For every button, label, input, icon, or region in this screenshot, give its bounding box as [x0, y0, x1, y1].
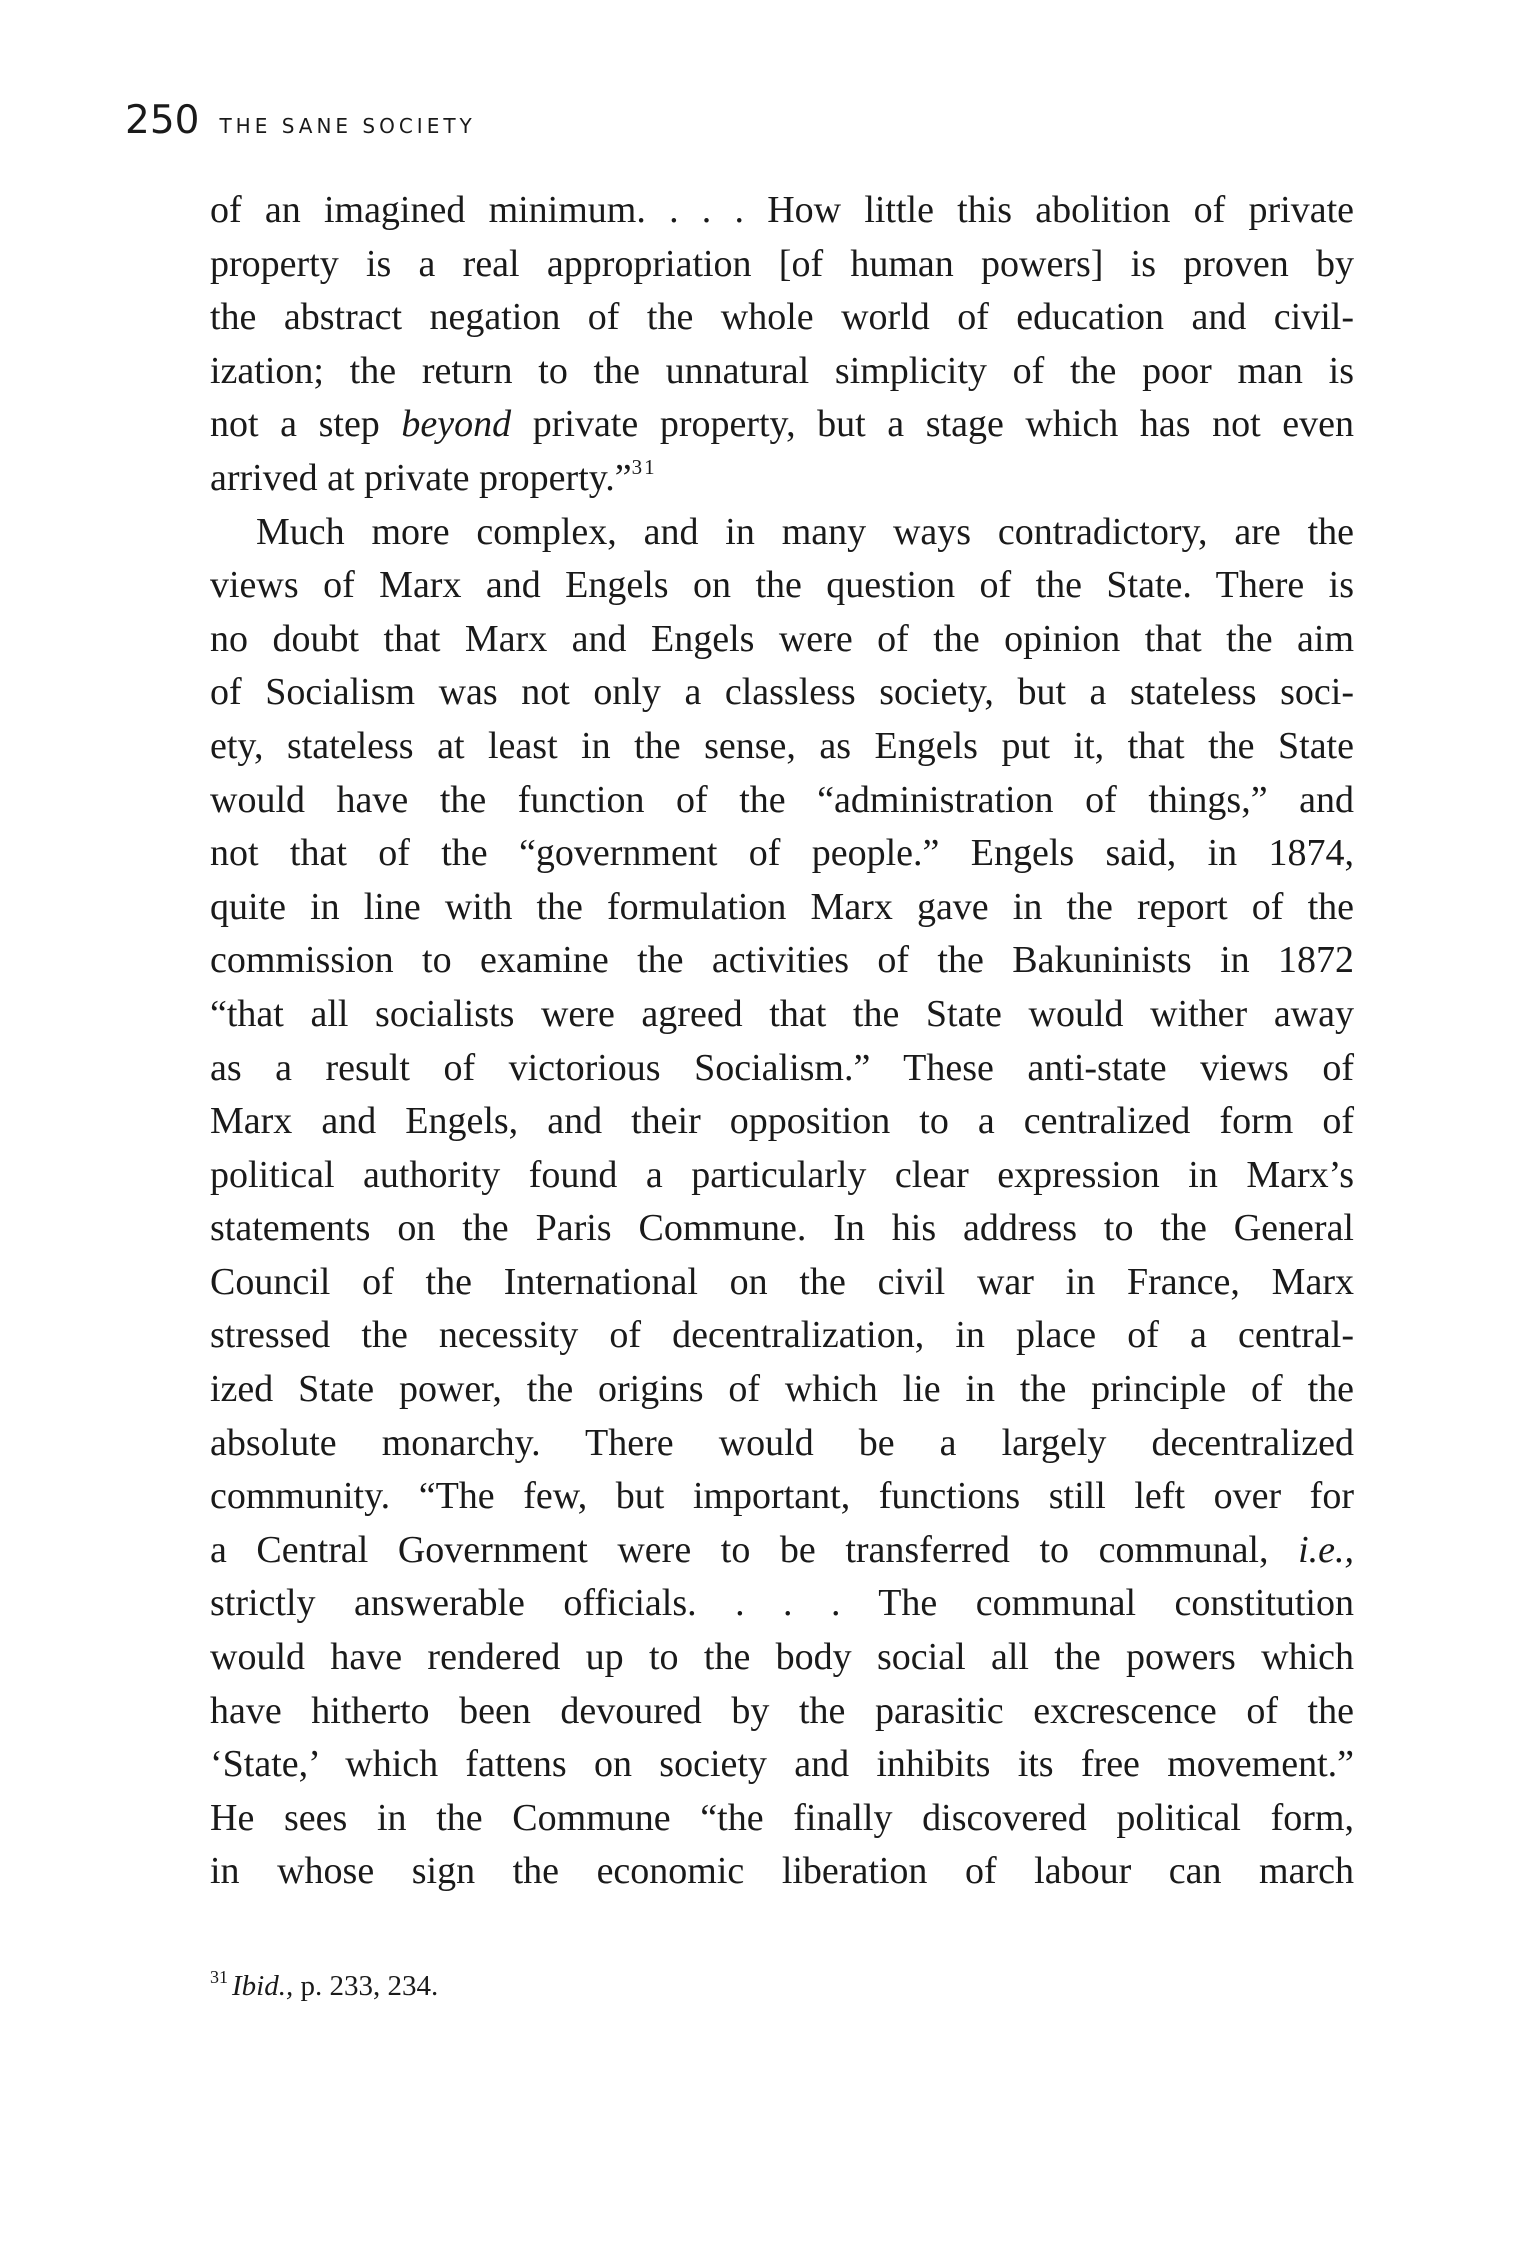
text-line: absolute monarchy. There would be a largely decentralized [210, 1421, 1354, 1464]
text-run: private property, but a stage which has not even [511, 403, 1354, 446]
footnote-marker: 31 [210, 1967, 228, 1987]
emphasis: beyond [401, 403, 512, 446]
footnote-text: p. 233, 234. [293, 1970, 439, 2002]
text-line: as a result of victorious Socialism.” These anti-state views of [210, 1046, 1354, 1089]
text-run: arrived at private property.” [210, 456, 632, 499]
text-line: statements on the Paris Commune. In his address to the General [210, 1207, 1354, 1250]
text-line [210, 452, 1354, 506]
text-line: community. “The few, but important, functions still left over for [210, 1475, 1354, 1518]
text-line: ‘State,’ which fattens on society and inhibits its free movement.” [210, 1743, 1354, 1786]
text-line: the abstract negation of the whole world of education and civil- [210, 296, 1354, 339]
text-run: a Central Government were to be transferred to communal, [210, 1528, 1299, 1571]
text-line: ization; the return to the unnatural simplicity of the poor man is [210, 349, 1354, 392]
page-number: 250 [125, 98, 200, 143]
text-line: would have the function of the “administration of things,” and [210, 778, 1354, 821]
body-text [210, 184, 1354, 1899]
text-line [210, 1524, 1354, 1578]
text-line: stressed the necessity of decentralization, in place of a central- [210, 1314, 1354, 1357]
text-line [210, 398, 1354, 452]
emphasis: i.e., [1298, 1528, 1354, 1571]
running-head [125, 98, 476, 143]
footnote-ibid: Ibid., [232, 1970, 294, 2002]
text-line: property is a real appropriation [of human powers] is proven by [210, 242, 1354, 285]
text-line: in whose sign the economic liberation of labour can march [210, 1850, 1354, 1893]
text-line: of an imagined minimum. . . . How little this abolition of private [210, 189, 1354, 231]
text-line: “that all socialists were agreed that the State would wither away [210, 992, 1354, 1035]
book-title: THE SANE SOCIETY [219, 114, 476, 138]
text-line: He sees in the Commune “the finally discovered political form, [210, 1796, 1354, 1839]
text-line: Council of the International on the civil war in France, Marx [210, 1260, 1354, 1303]
text-line: ety, stateless at least in the sense, as Engels put it, that the State [210, 724, 1354, 767]
text-line: would have rendered up to the body social all the powers which [210, 1636, 1354, 1679]
text-line: not that of the “government of people.” Engels said, in 1874, [210, 832, 1354, 875]
text-line: views of Marx and Engels on the question of the State. There is [210, 564, 1354, 607]
text-line: political authority found a particularly clear expression in Marx’s [210, 1153, 1354, 1196]
text-run: not a step [210, 403, 402, 446]
text-line: of Socialism was not only a classless society, but a stateless soci- [210, 671, 1354, 714]
paragraph-first-line: Much more complex, and in many ways contradictory, are the [256, 510, 1354, 553]
footnote [210, 1967, 439, 2003]
text-line: have hitherto been devoured by the parasitic excrescence of the [210, 1689, 1354, 1732]
text-line: commission to examine the activities of the Bakuninists in 1872 [210, 939, 1354, 982]
text-line: Marx and Engels, and their opposition to a centralized form of [210, 1100, 1354, 1143]
text-line: no doubt that Marx and Engels were of the opinion that the aim [210, 617, 1354, 660]
footnote-reference[interactable]: 31 [631, 454, 657, 479]
text-line: quite in line with the formulation Marx gave in the report of the [210, 885, 1354, 928]
text-line: ized State power, the origins of which lie in the principle of the [210, 1368, 1354, 1411]
text-line: strictly answerable officials. . . . The communal constitution [210, 1582, 1354, 1625]
